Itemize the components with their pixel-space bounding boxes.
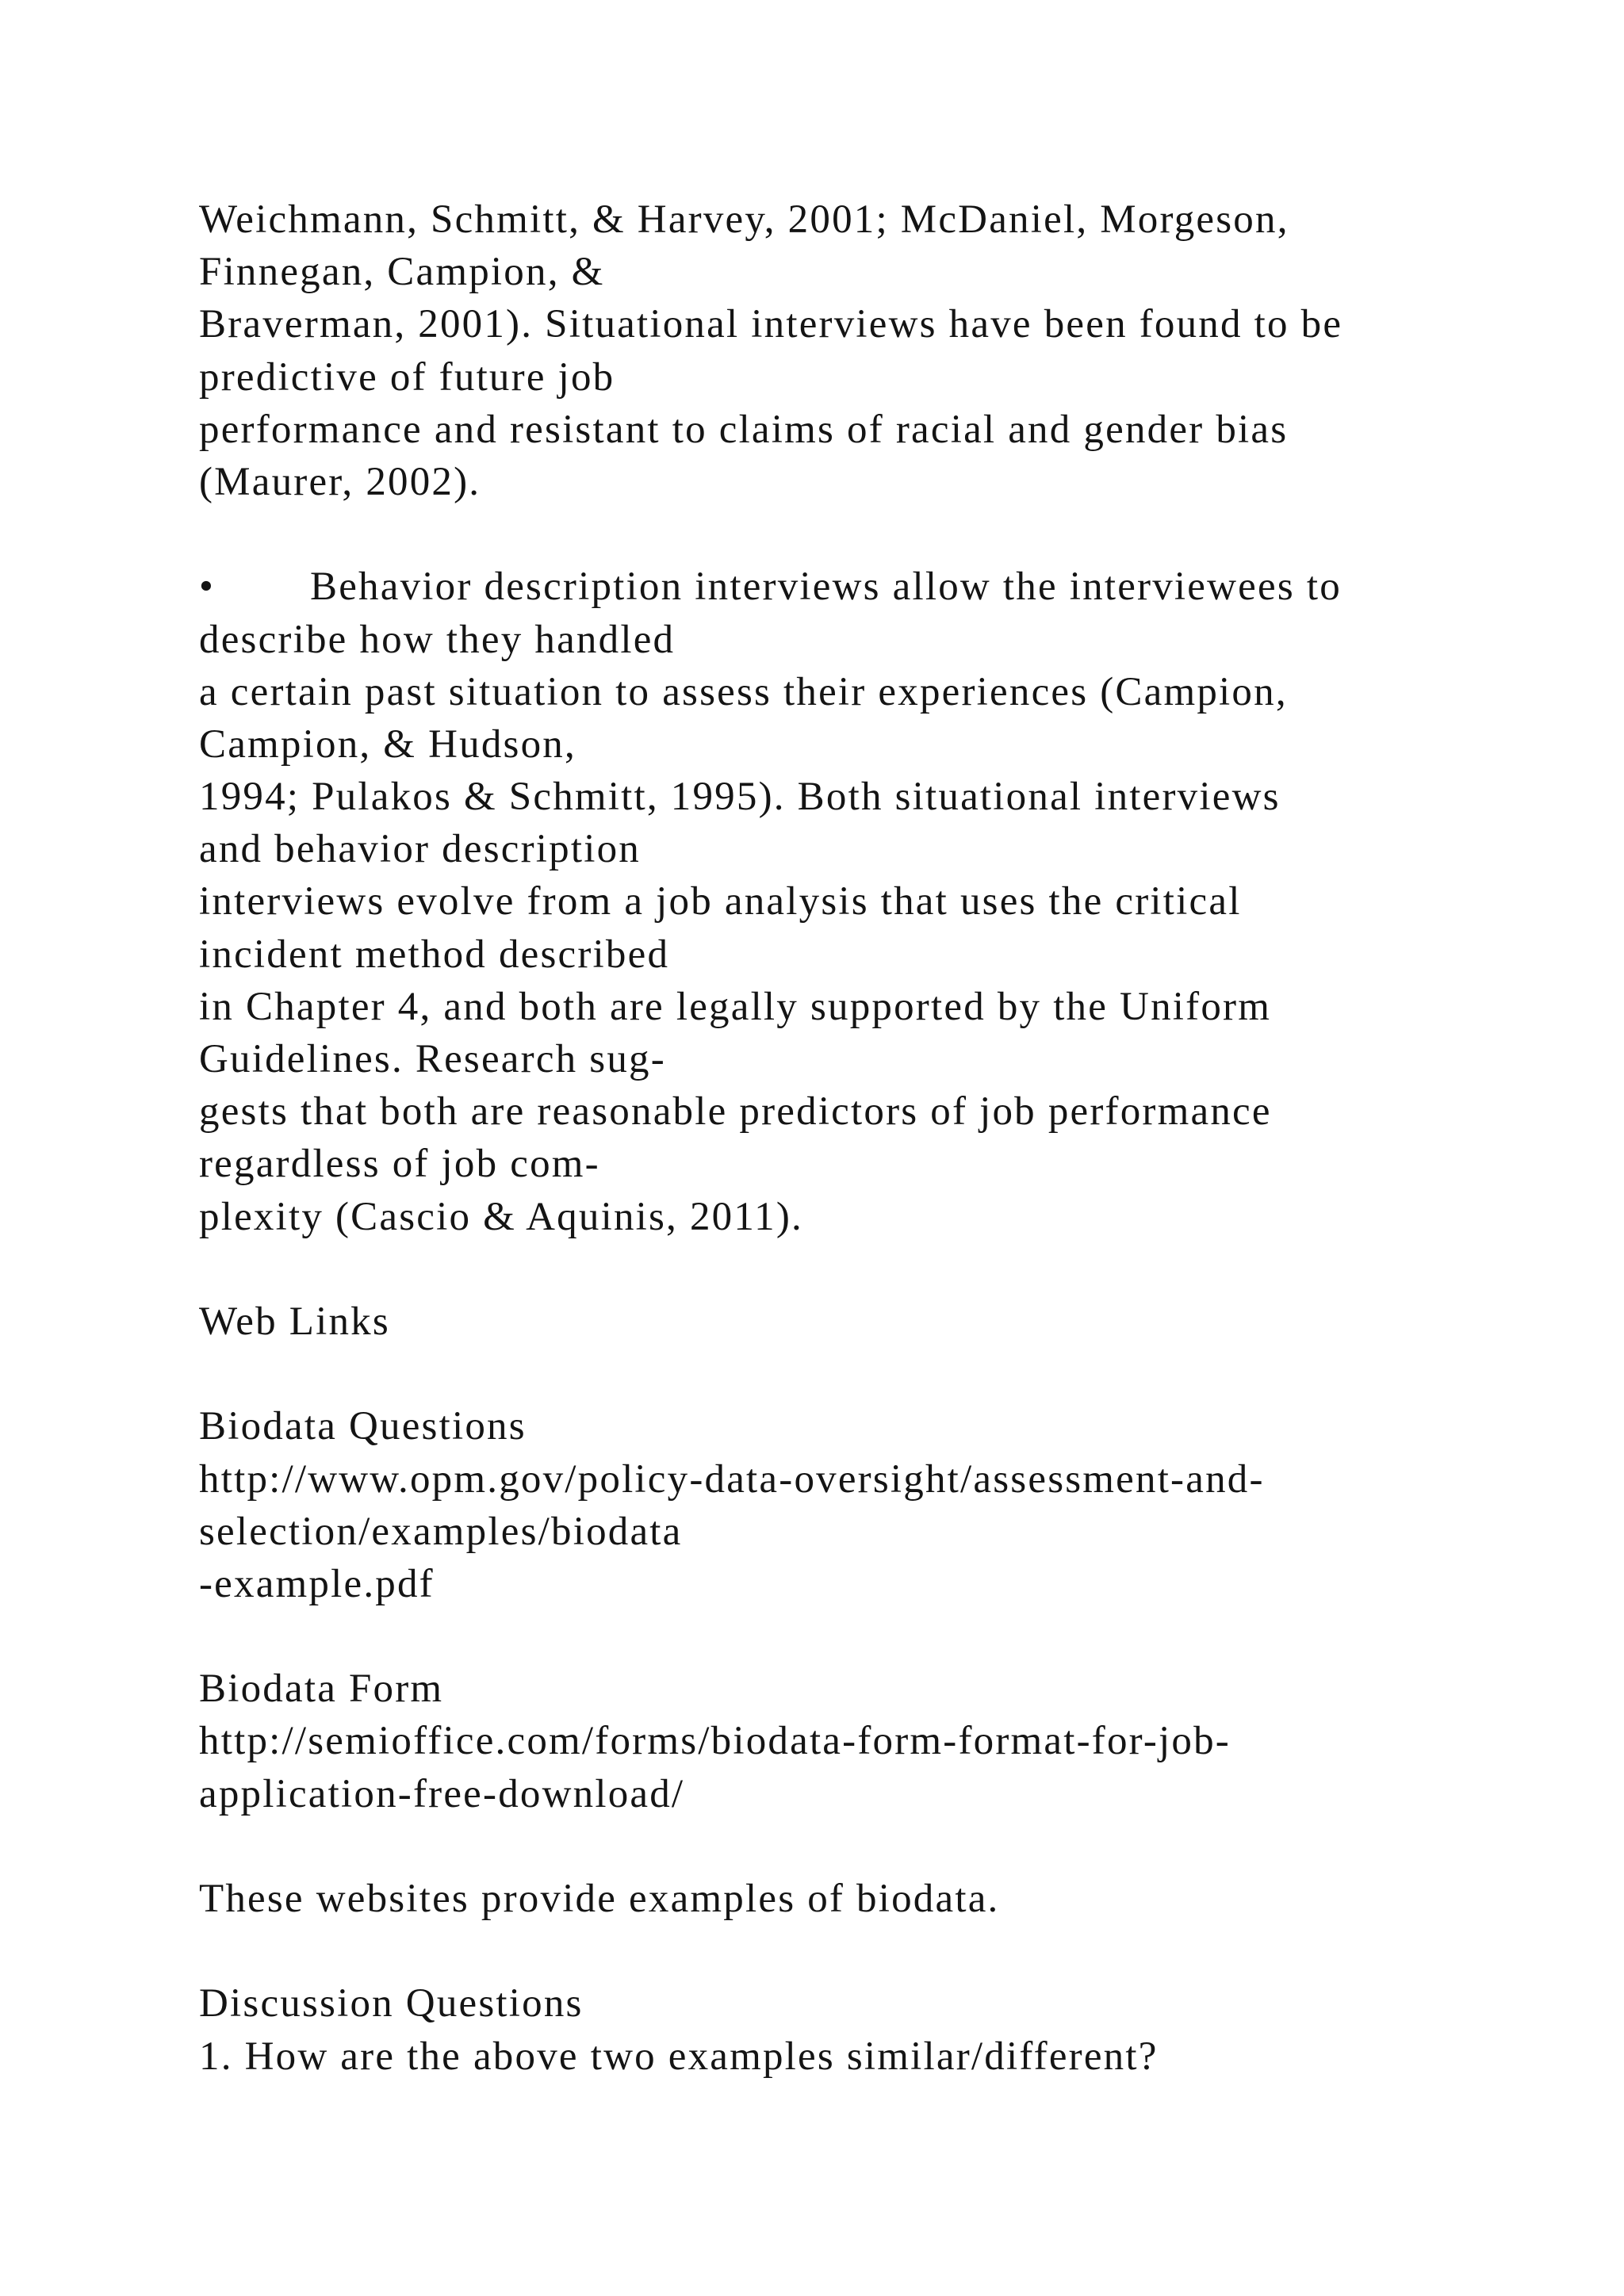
spacer [199,1925,1547,1977]
paragraph-line: Finnegan, Campion, & [199,250,605,295]
biodata-form-url-line[interactable]: http://semioffice.com/forms/biodata-form-format-for-job- [199,1719,1231,1764]
bullet-first-line: Behavior description interviews allow the interviewees to [310,564,1342,610]
paragraph-line: (Maurer, 2002). [199,459,481,504]
websites-note: These websites provide examples of biodata. [199,1877,1000,1921]
bullet-text-line: a certain past situation to assess their experiences (Campion, [199,669,1288,714]
bullet-text-line: gests that both are reasonable predictors of job performance [199,1089,1272,1135]
bullet-text-line: 1994; Pulakos & Schmitt, 1995). Both situational interviews [199,775,1281,820]
bullet-marker: • [199,564,216,610]
spacer [199,1820,1547,1873]
bullet-text-line: Guidelines. Research sug- [199,1037,666,1081]
bullet-line [199,561,1547,613]
discussion-heading: Discussion Questions [199,1981,584,2026]
biodata-questions-url-line[interactable]: -example.pdf [199,1561,435,1606]
bullet-text-line: Campion, & Hudson, [199,721,576,767]
discussion-question: 1. How are the above two examples similar/different? [199,2034,1159,2079]
paragraph-line: performance and resistant to claims of racial and gender bias [199,407,1289,452]
bullet-text-line: interviews evolve from a job analysis that uses the critical [199,879,1242,924]
biodata-questions-url-line[interactable]: selection/examples/biodata [199,1509,683,1554]
bullet-text-line: incident method described [199,932,670,977]
web-links-heading: Web Links [199,1299,390,1344]
bullet-text-line: regardless of job com- [199,1142,600,1187]
spacer [199,1243,1547,1295]
biodata-questions-url-line[interactable]: http://www.opm.gov/policy-data-oversight/assessment-and- [199,1456,1265,1502]
bullet-text-line: in Chapter 4, and both are legally supported by the Uniform [199,984,1272,1029]
paragraph-line: Braverman, 2001). Situational interviews have been found to be [199,302,1343,347]
paragraph-line: Weichmann, Schmitt, & Harvey, 2001; McDaniel, Morgeson, [199,197,1289,242]
spacer [199,508,1547,561]
paragraph-line: predictive of future job [199,354,615,400]
spacer [199,1348,1547,1400]
bullet-text-line: describe how they handled [199,617,676,662]
biodata-form-url-line[interactable]: application-free-download/ [199,1771,685,1816]
biodata-questions-title: Biodata Questions [199,1404,527,1449]
biodata-form-title: Biodata Form [199,1667,444,1712]
spacer [199,1610,1547,1663]
bullet-text-line: plexity (Cascio & Aquinis, 2011). [199,1194,803,1239]
bullet-text-line: and behavior description [199,827,641,872]
document-body [199,193,1547,2083]
